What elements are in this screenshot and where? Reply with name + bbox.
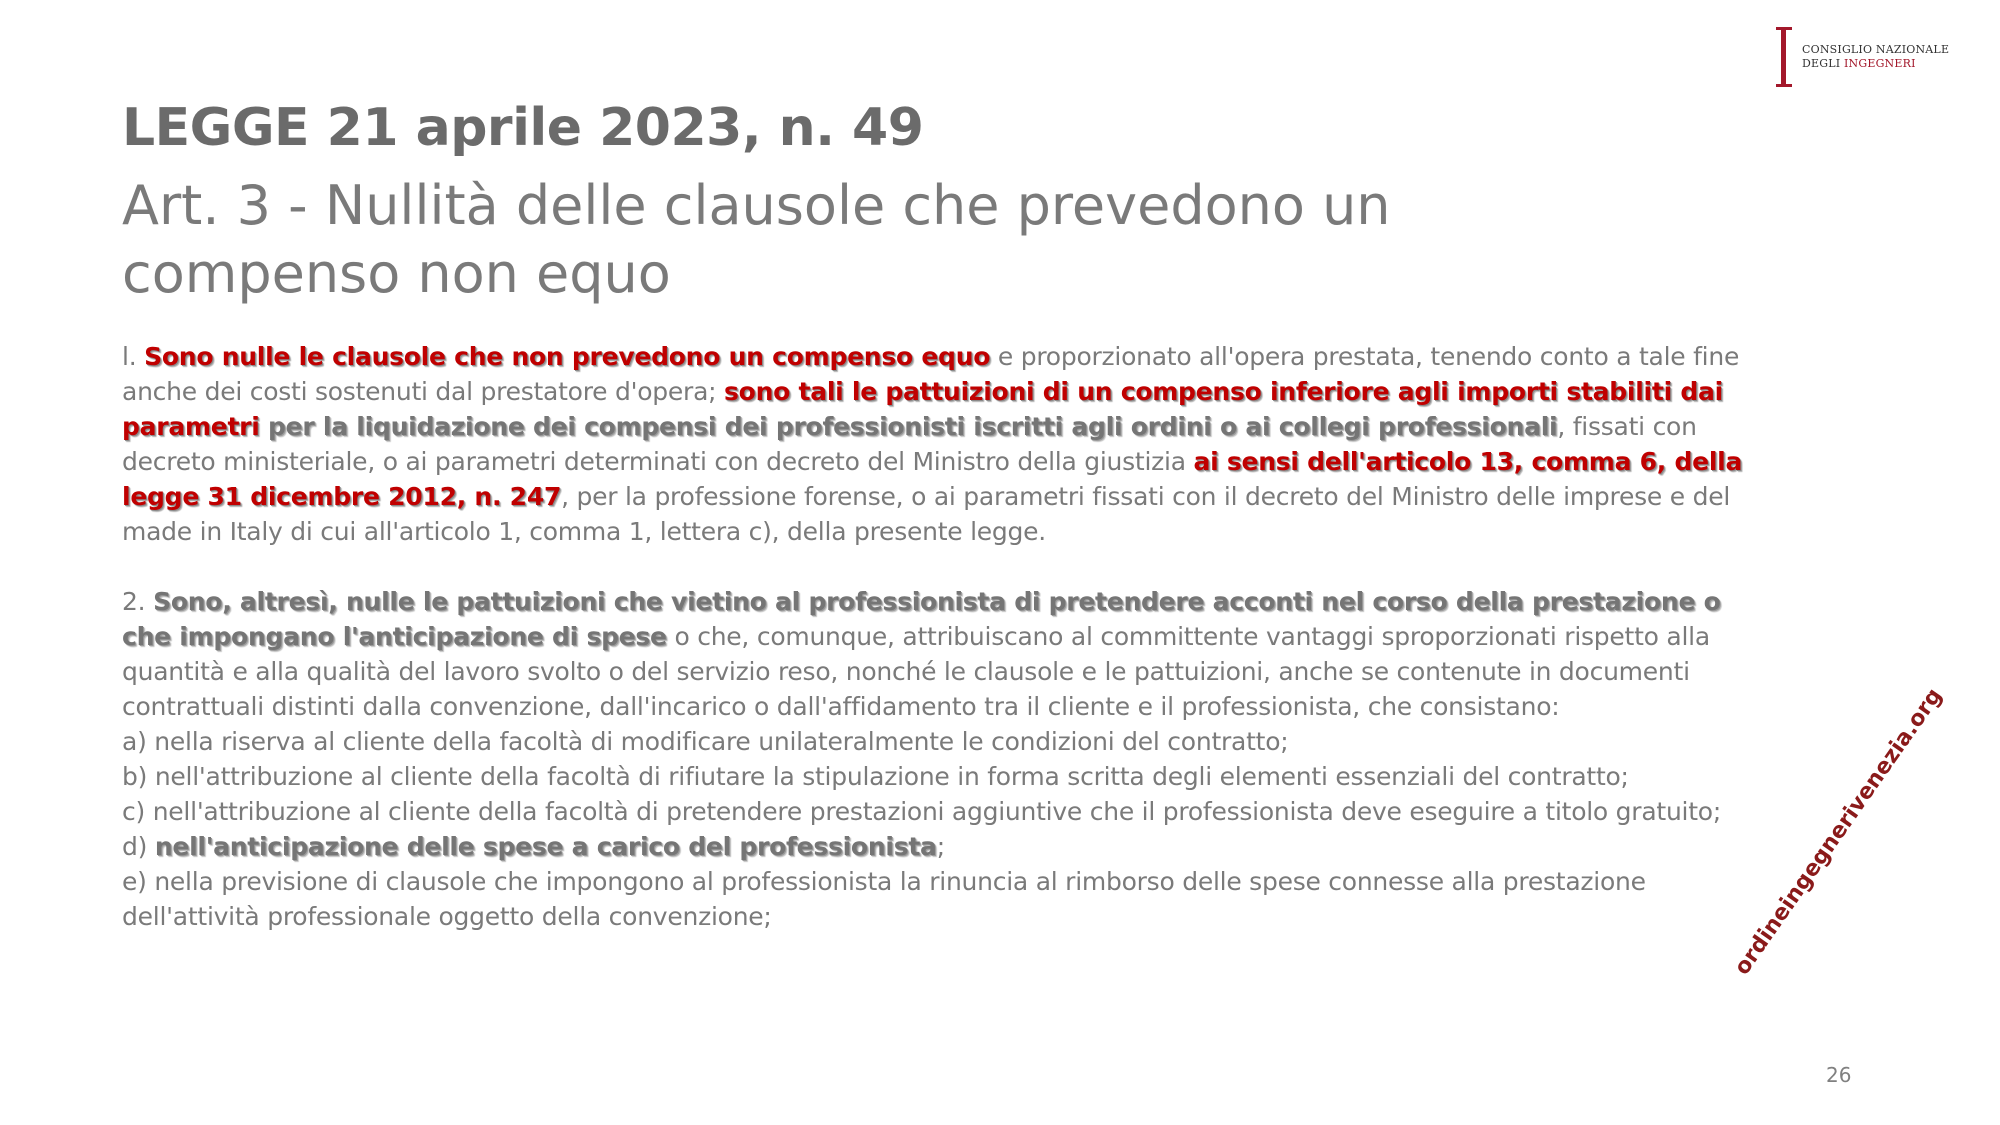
logo-line-2 — [1802, 57, 1949, 71]
list-item-a: a) nella riserva al cliente della facoltà di modificare unilateralmente le condizioni del contratto; — [122, 727, 1289, 756]
paragraph-1-highlight-2: sono tali le pattuizioni di un compenso inferiore agli importi stabiliti dai parametri — [122, 377, 1723, 441]
paragraph-1-highlight-3: per la liquidazione dei compensi dei professionisti iscritti agli ordini o ai collegi professionali — [259, 412, 1558, 441]
paragraph-2-text: o che, comunque, attribuiscano al committente vantaggi sproporzionati rispetto alla quantità e alla qualità del lavoro svolto o del servizio reso, nonché le clausole e le pattuizioni, anche se contenute in documenti contrattuali distinti dalla convenzione, dall'incarico o dall'affidamento tra il cliente e il professionista, che consistano: — [122, 622, 1710, 721]
logo-line-1: CONSIGLIO NAZIONALE — [1802, 43, 1950, 56]
paragraph-1 — [122, 339, 1762, 549]
paragraph-1-text-2: , fissati con decreto ministeriale, o ai parametri determinati con decreto del Ministro della giustizia — [122, 412, 1697, 476]
logo-line-2-accent: INGEGNERI — [1843, 57, 1916, 70]
list-item-c: c) nell'attribuzione al cliente della facoltà di pretendere prestazioni aggiuntive che il professionista deve eseguire a titolo gratuito; — [122, 797, 1722, 826]
logo-mark-serif-bottom — [1776, 84, 1792, 87]
paragraph-1-highlight-4: ai sensi dell'articolo 13, comma 6, della legge 31 dicembre 2012, n. 247 — [122, 447, 1743, 511]
cni-logo-mark — [1776, 27, 1792, 87]
list-item-d — [122, 829, 1762, 864]
paragraph-1-text-1: e proporzionato all'opera prestata, tenendo conto a tale fine anche dei costi sostenuti dal prestatore d'opera; — [122, 342, 1740, 406]
list-item-e: e) nella previsione di clausole che impongono al professionista la rinuncia al rimborso delle spese connesse alla prestazione dell'attività professionale oggetto della convenzione; — [122, 867, 1646, 931]
cni-logo-text — [1802, 43, 1949, 71]
list-item-d-prefix: d) — [122, 832, 155, 861]
list-item-d-suffix: ; — [936, 832, 945, 861]
paragraph-2-highlight: Sono, altresì, nulle le pattuizioni che vietino al professionista di pretendere acconti nel corso della prestazione o che impongano l'anticipazione di spese — [122, 587, 1721, 651]
cni-logo — [1776, 27, 1949, 87]
paragraph-1-highlight-1: Sono nulle le clausole che non prevedono un compenso equo — [144, 342, 991, 371]
logo-mark-bar — [1781, 30, 1786, 84]
slide-title: LEGGE 21 aprile 2023, n. 49 — [122, 98, 924, 158]
paragraph-1-text-3: , per la professione forense, o ai parametri fissati con il decreto del Ministro delle imprese e del made in Italy di cui all'articolo 1, comma 1, lettera c), della presente legge. — [122, 482, 1731, 546]
website-watermark: ordineingegnerivenezia.org — [1729, 683, 1948, 980]
list-item-b: b) nell'attribuzione al cliente della facoltà di rifiutare la stipulazione in forma scritta degli elementi essenziali del contratto; — [122, 762, 1629, 791]
paragraph-2 — [122, 584, 1762, 724]
slide-subtitle: Art. 3 - Nullità delle clausole che prevedono un compenso non equo — [122, 174, 1391, 305]
list-item-d-highlight: nell'anticipazione delle spese a carico del professionista — [154, 832, 937, 861]
paragraph-1-number: l. — [122, 342, 145, 371]
logo-line-2-prefix: DEGLI — [1802, 57, 1844, 70]
paragraph-gap — [122, 549, 1762, 584]
slide-body — [122, 339, 1762, 934]
page-number: 26 — [1826, 1063, 1852, 1087]
paragraph-2-number: 2. — [122, 587, 154, 616]
